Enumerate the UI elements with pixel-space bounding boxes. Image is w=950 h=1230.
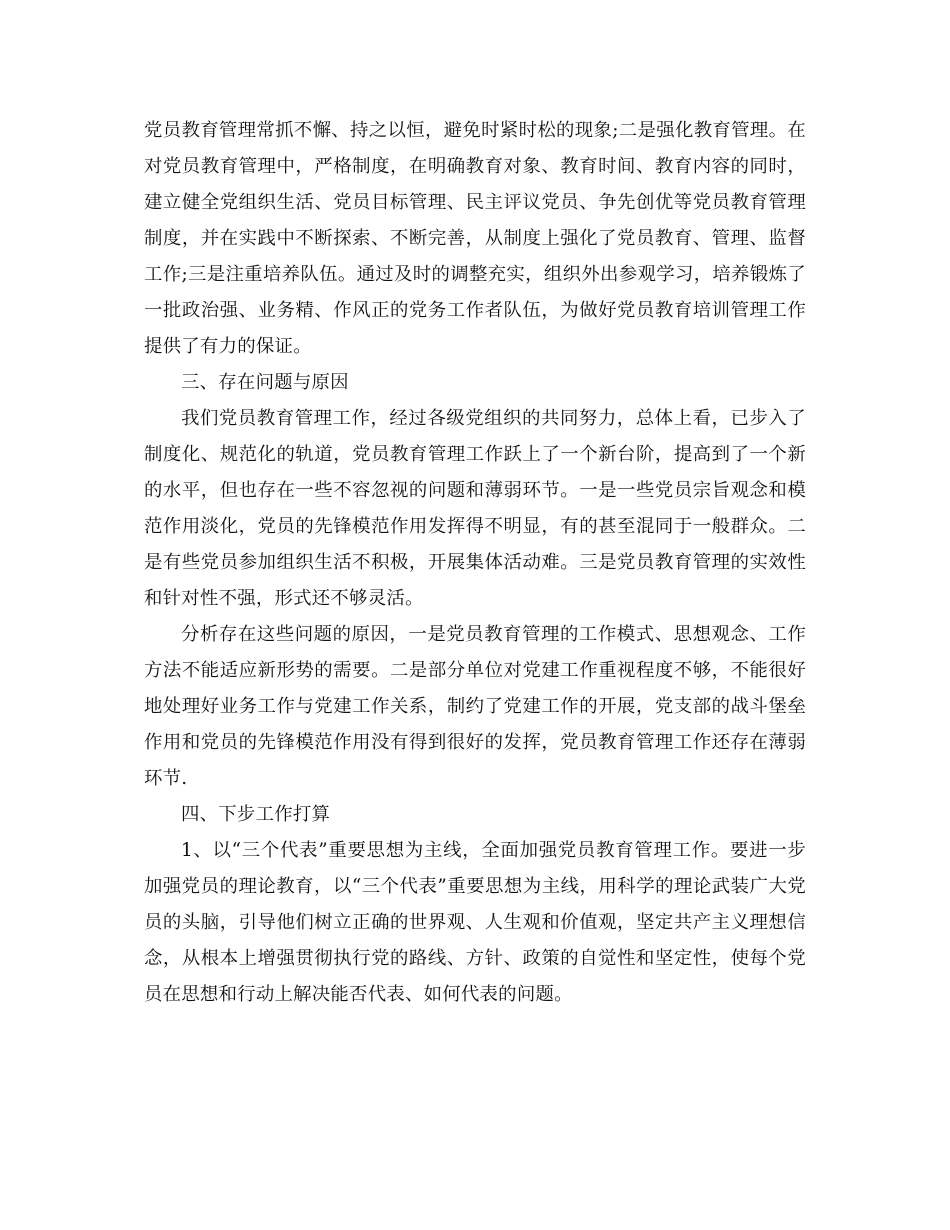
paragraph-causes: 分析存在这些问题的原因，一是党员教育管理的工作模式、思想观念、工作方法不能适应新形势的需要。二是部分单位对党建工作重视程度不够，不能很好地处理好业务工作与党建工作关系，制约了党建工作的开展，党支部的战斗堡垒作用和党员的先锋模范作用没有得到很好的发挥，党员教育管理工作还存在薄弱环节. <box>144 624 806 789</box>
paragraph-education-management: 党员教育管理常抓不懈、持之以恒，避免时紧时松的现象;二是强化教育管理。在对党员教育管理中，严格制度，在明确教育对象、教育时间、教育内容的同时，建立健全党组织生活、党员目标管理、民主评议党员、争先创优等党员教育管理制度，并在实践中不断探索、不断完善，从制度上强化了党员教育、管理、监督工作;三是注重培养队伍。通过及时的调整充实，组织外出参观学习，培养锻炼了一批政治强、业务精、作风正的党务工作者队伍，为做好党员教育培训管理工作提供了有力的保证。 <box>144 120 806 357</box>
paragraph-problems: 我们党员教育管理工作，经过各级党组织的共同努力，总体上看，已步入了制度化、规范化的轨道，党员教育管理工作跃上了一个新台阶，提高到了一个新的水平，但也存在一些不容忽视的问题和薄弱环节。一是一些党员宗旨观念和模范作用淡化，党员的先锋模范作用发挥得不明显，有的甚至混同于一般群众。二是有些党员参加组织生活不积极，开展集体活动难。三是党员教育管理的实效性和针对性不强，形式还不够灵活。 <box>144 408 806 609</box>
document-page <box>144 113 806 1013</box>
section-heading-problems: 三、存在问题与原因 <box>181 372 349 393</box>
paragraph-next-step-1: 1、以“三个代表”重要思想为主线，全面加强党员教育管理工作。要进一步加强党员的理论教育，以“三个代表”重要思想为主线，用科学的理论武装广大党员的头脑，引导他们树立正确的世界观、人生观和价值观，坚定共产主义理想信念，从根本上增强贯彻执行党的路线、方针、政策的自觉性和坚定性，使每个党员在思想和行动上解决能否代表、如何代表的问题。 <box>144 840 806 1005</box>
section-heading-next-steps: 四、下步工作打算 <box>181 804 331 825</box>
